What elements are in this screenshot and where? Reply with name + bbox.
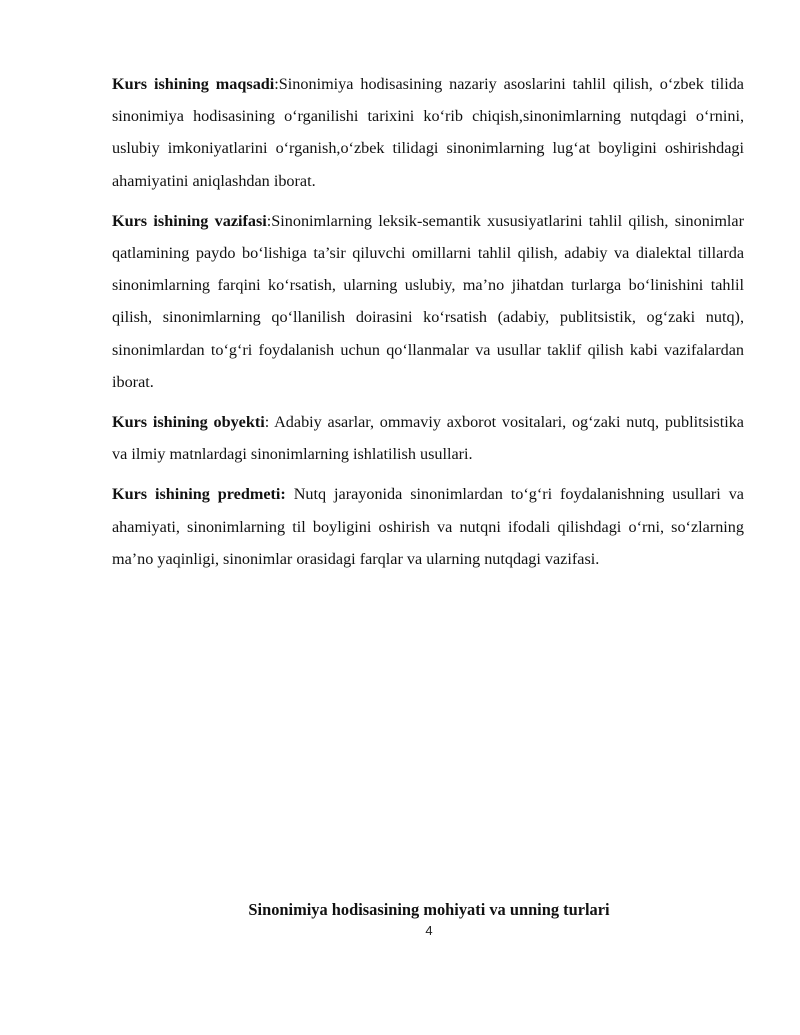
body-text	[112, 68, 744, 583]
paragraph-text: Nutq jarayonida sinonimlardan to‘g‘ri foydalanishning usullari va ahamiyati, sinonimlarning til boyligini oshirish va nutqni ifodali qilishdagi o‘rni, so‘zlarning ma’no yaqinligi, sinonimlar orasidagi farqlar va ularning nutqdagi vazifasi.	[112, 485, 744, 568]
paragraph-text: : Adabiy asarlar, ommaviy axborot vositalari, og‘zaki nutq, publitsistika va ilmiy matnlardagi sinonimlarning ishlatilish usullari.	[112, 413, 744, 464]
paragraph-maqsadi	[112, 68, 744, 197]
paragraph-text: :Sinonimlarning leksik-semantik xususiyatlarini tahlil qilish, sinonimlar qatlamining paydo bo‘lishiga ta’sir qiluvchi omillarni tahlil qilish, adabiy va dialektal tillarda sinonimlarning farqini ko‘rsatish, ularning uslubiy, ma’no jihatdan turlarga bo‘linishini tahlil qilish, sinonimlarning qo‘llanilish doirasini ko‘rsatish (adabiy, publitsistik, og‘zaki nutq), sinonimlardan to‘g‘ri foydalanish uchun qo‘llanmalar va usullar taklif qilish kabi vazifalardan iborat.	[112, 211, 744, 391]
section-heading: Sinonimiya hodisasining mohiyati va unning turlari	[248, 900, 610, 919]
paragraph-predmeti	[112, 478, 744, 575]
paragraph-label: Kurs ishining obyekti	[112, 413, 265, 432]
paragraph-label: Kurs ishining predmeti:	[112, 485, 286, 504]
paragraph-label: Kurs ishining vazifasi	[112, 211, 267, 230]
page-number: 4	[425, 923, 433, 938]
paragraph-vazifasi	[112, 205, 744, 398]
paragraph-obyekti	[112, 406, 744, 470]
paragraph-label: Kurs ishining maqsadi	[112, 75, 275, 93]
paragraph-text: :Sinonimiya hodisasining nazariy asoslarini tahlil qilish, o‘zbek tilida sinonimiya hodisasining o‘rganilishi tarixini ko‘rib chiqish,sinonimlarning nutqdagi o‘rnini, uslubiy imkoniyatlarini o‘rganish,o‘zbek tilidagi sinonimlarning lug‘at boyligini oshirishdagi ahamiyatini aniqlashdan iborat.	[112, 75, 744, 190]
